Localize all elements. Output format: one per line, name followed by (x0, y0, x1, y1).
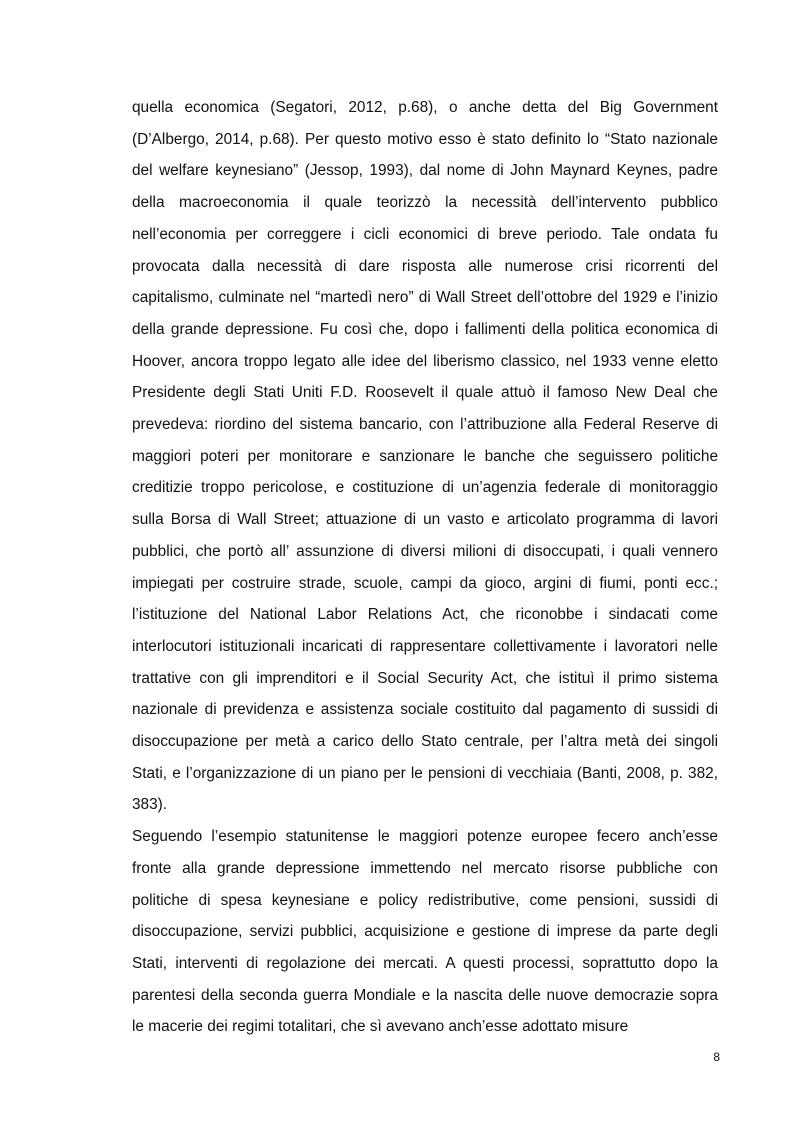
paragraph-1: quella economica (Segatori, 2012, p.68), o anche detta del Big Government (D’Albergo, 2014, p.68). Per questo motivo esso è stato definito lo “Stato nazionale del welfare keynesiano” (Jessop, 1993), dal nome di John Maynard Keynes, padre della macroeconomia il quale teorizzò la necessità dell’intervento pubblico nell’economia per correggere i cicli economici di breve periodo. Tale ondata fu provocata dalla necessità di dare risposta alle numerose crisi ricorrenti del capitalismo, culminate nel “martedì nero” di Wall Street dell’ottobre del 1929 e l’inizio della grande depressione. Fu così che, dopo i fallimenti della politica economica di Hoover, ancora troppo legato alle idee del liberismo classico, nel 1933 venne eletto Presidente degli Stati Uniti F.D. Roosevelt il quale attuò il famoso New Deal che prevedeva: riordino del sistema bancario, con l’attribuzione alla Federal Reserve di maggiori poteri per monitorare e sanzionare le banche che seguissero politiche creditizie troppo pericolose, e costituzione di un’agenzia federale di monitoraggio sulla Borsa di Wall Street; attuazione di un vasto e articolato programma di lavori pubblici, che portò all’ assunzione di diversi milioni di disoccupati, i quali vennero impiegati per costruire strade, scuole, campi da gioco, argini di fiumi, ponti ecc.; l’istituzione del National Labor Relations Act, che riconobbe i sindacati come interlocutori istituzionali incaricati di rappresentare collettivamente i lavoratori nelle trattative con gli imprenditori e il Social Security Act, che istituì il primo sistema nazionale di previdenza e assistenza sociale costituito dal pagamento di sussidi di disoccupazione per metà a carico dello Stato centrale, per l’altra metà dei singoli Stati, e l’organizzazione di un piano per le pensioni di vecchiaia (Banti, 2008, p. 382, 383). (132, 99, 718, 814)
paragraph-2: Seguendo l’esempio statunitense le maggiori potenze europee fecero anch’esse fronte alla grande depressione immettendo nel mercato risorse pubbliche con politiche di spesa keynesiane e policy redistributive, come pensioni, sussidi di disoccupazione, servizi pubblici, acquisizione e gestione di imprese da parte degli Stati, interventi di regolazione dei mercati. A questi processi, soprattutto dopo la parentesi della seconda guerra Mondiale e la nascita delle nuove democrazie sopra le macerie dei regimi totalitari, che sì avevano anch’esse adottato misure (132, 828, 718, 1036)
body-text (132, 92, 718, 1043)
page-number: 8 (713, 1050, 720, 1064)
